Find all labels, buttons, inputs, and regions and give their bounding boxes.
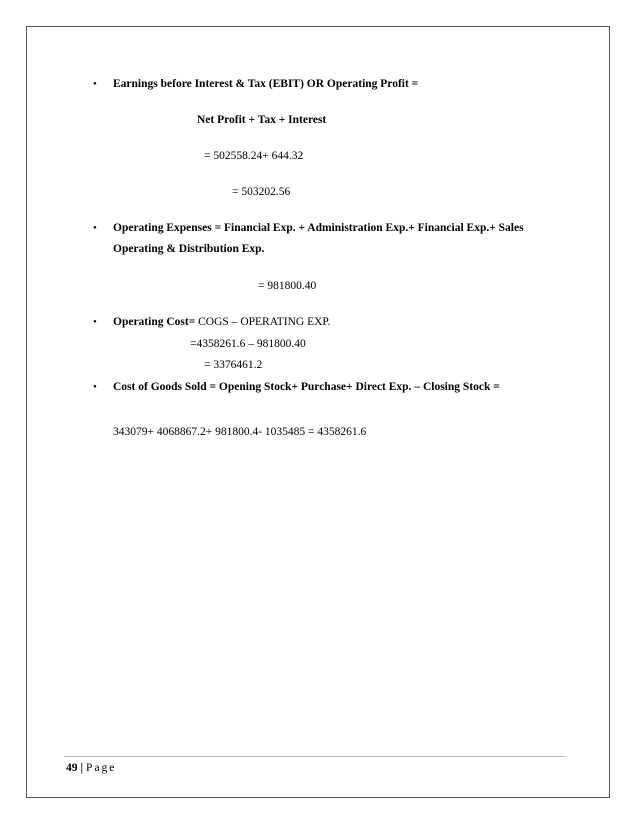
- page-number: 49: [66, 762, 78, 774]
- cogs-calculation: 343079+ 4068867.2+ 981800.4- 1035485 = 4358261.6: [113, 426, 367, 438]
- page-border: [26, 26, 610, 798]
- bullet-3: •: [93, 316, 97, 328]
- ebit-step-1: = 502558.24+ 644.32: [204, 150, 304, 162]
- footer-rule: [64, 756, 566, 757]
- operating-cost-step-1: =4358261.6 – 981800.40: [190, 338, 306, 350]
- bullet-1: •: [93, 78, 97, 90]
- operating-cost-formula: COGS – OPERATING EXP.: [195, 316, 331, 328]
- ebit-formula: Net Profit + Tax + Interest: [197, 114, 327, 126]
- footer-separator: |: [80, 762, 84, 774]
- operating-expenses-heading-cont: Operating & Distribution Exp.: [113, 243, 265, 255]
- operating-cost-result: = 3376461.2: [204, 359, 263, 371]
- operating-expenses-result: = 981800.40: [258, 280, 317, 292]
- bullet-2: •: [93, 222, 97, 234]
- page-footer: [66, 761, 116, 775]
- operating-cost-label: Operating Cost=: [113, 316, 196, 328]
- page-label: Page: [86, 762, 117, 774]
- ebit-result: = 503202.56: [232, 186, 291, 198]
- bullet-4: •: [93, 381, 97, 393]
- operating-expenses-heading: Operating Expenses = Financial Exp. + Administration Exp.+ Financial Exp.+ Sales: [113, 222, 524, 234]
- operating-cost-heading: [113, 315, 330, 329]
- ebit-heading: Earnings before Interest & Tax (EBIT) OR Operating Profit =: [113, 78, 419, 90]
- cogs-heading: Cost of Goods Sold = Opening Stock+ Purchase+ Direct Exp. – Closing Stock =: [113, 381, 500, 393]
